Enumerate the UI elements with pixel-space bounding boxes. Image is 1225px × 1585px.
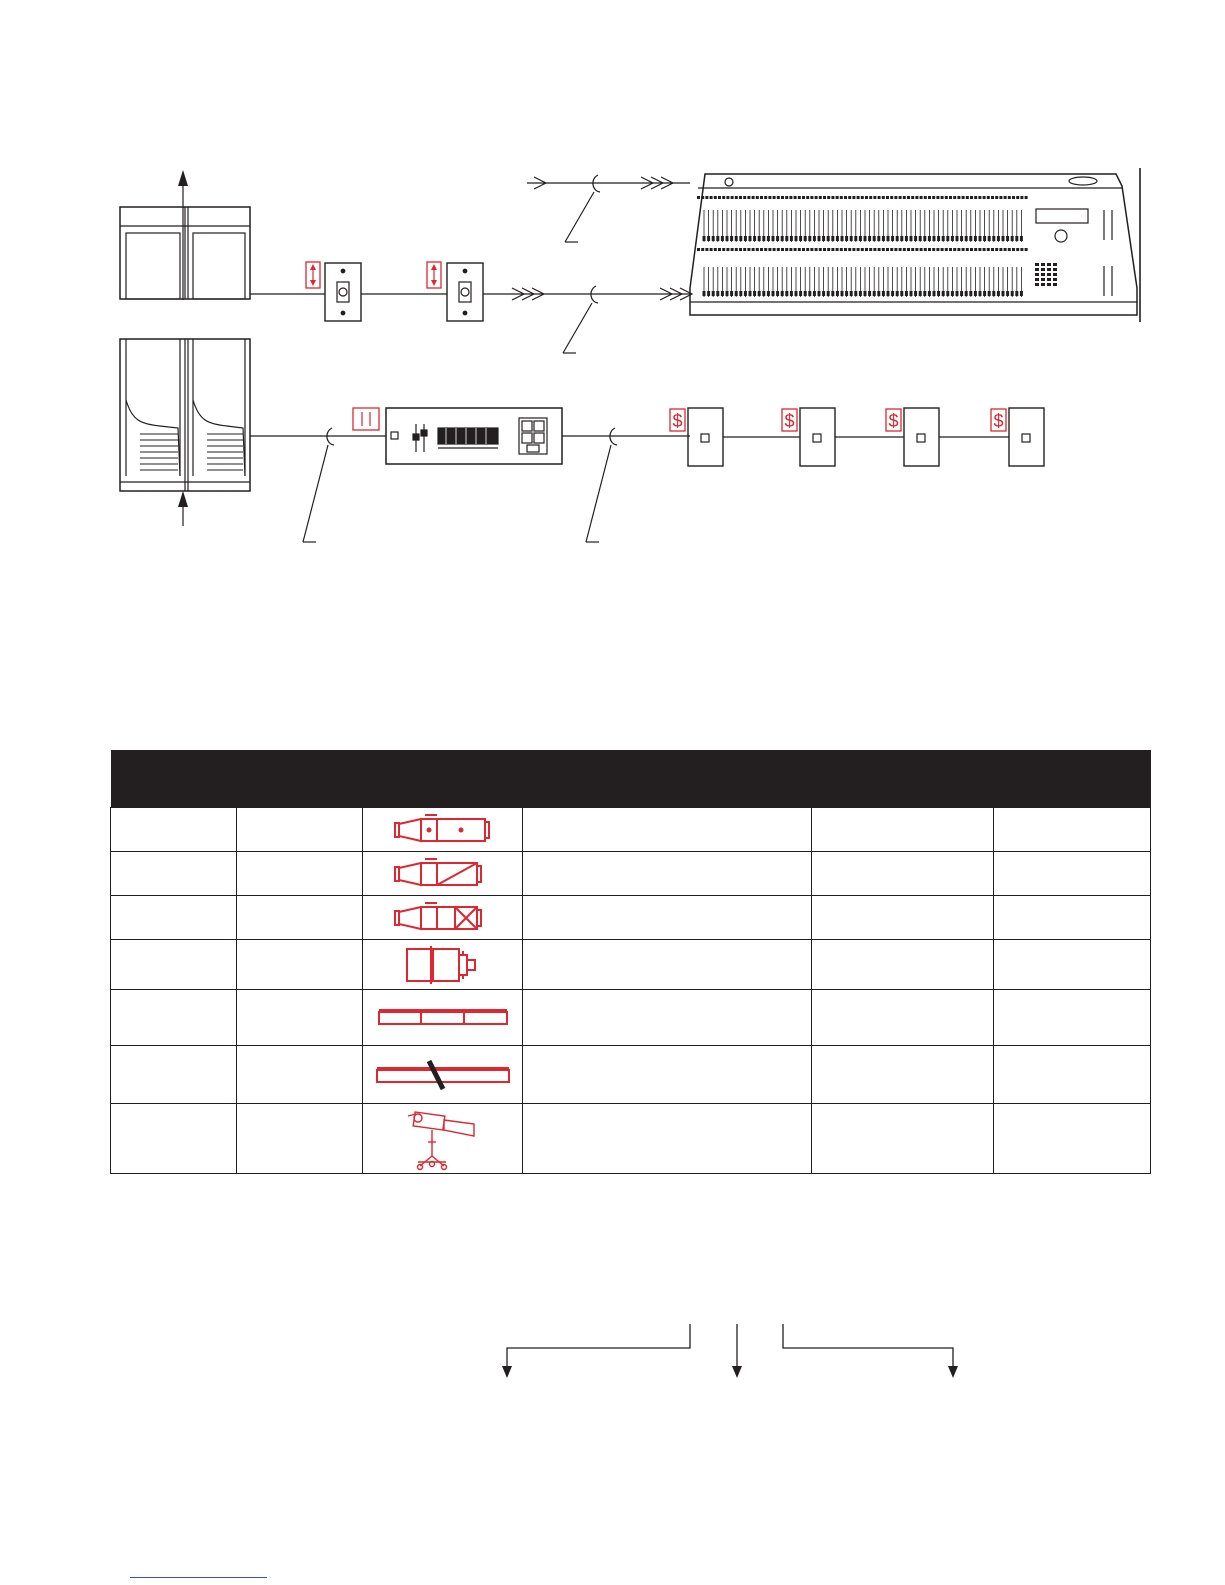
lamp-cell [812, 808, 994, 852]
ellipsoidal-tilted-icon [393, 856, 493, 892]
symbol-cell [363, 1104, 523, 1174]
notes-cell [994, 1046, 1151, 1104]
symbol-cell [363, 852, 523, 896]
table-row [111, 1046, 1151, 1104]
type-cell [111, 852, 237, 896]
type-cell [111, 808, 237, 852]
footer-link[interactable] [130, 1577, 267, 1578]
table-header-row [111, 750, 1151, 808]
notes-cell [994, 1104, 1151, 1174]
count-cell [237, 852, 363, 896]
ellipsoidal-cross-icon [393, 900, 493, 936]
notes-cell [994, 808, 1151, 852]
count-cell [237, 896, 363, 940]
count-cell [237, 808, 363, 852]
symbol-cell [363, 990, 523, 1046]
notes-cell [994, 940, 1151, 990]
description-cell [523, 940, 812, 990]
count-cell [237, 1104, 363, 1174]
description-cell [523, 990, 812, 1046]
description-cell [523, 852, 812, 896]
table-row [111, 1104, 1151, 1174]
symbol-cell [363, 896, 523, 940]
column-header [237, 750, 363, 808]
notes-cell [994, 852, 1151, 896]
svg-text:$: $ [672, 411, 683, 431]
column-header [111, 750, 237, 808]
column-header [363, 750, 523, 808]
cyc-light-icon [373, 1058, 513, 1092]
type-cell [111, 940, 237, 990]
center-branch-arrow [732, 1324, 742, 1378]
svg-text:$: $ [888, 411, 899, 431]
ellipsoidal-pipe-icon [393, 812, 493, 848]
type-cell [111, 1046, 237, 1104]
fixture-schedule-table [110, 750, 1151, 1174]
console-faders [697, 196, 1112, 297]
count-cell [237, 940, 363, 990]
striplight-icon [376, 1004, 510, 1032]
description-cell [523, 896, 812, 940]
type-cell [111, 1104, 237, 1174]
column-header [994, 750, 1151, 808]
description-cell [523, 1104, 812, 1174]
table-row [111, 990, 1151, 1046]
dimmer-cabinet [120, 170, 250, 526]
svg-text:$: $ [784, 411, 795, 431]
symbol-cell [363, 940, 523, 990]
column-header [523, 750, 812, 808]
riser-diagram [0, 0, 1225, 600]
svg-text:$: $ [993, 411, 1004, 431]
count-cell [237, 1046, 363, 1104]
right-branch-arrow [783, 1324, 958, 1378]
receptacle-plate-1 [306, 262, 361, 321]
cable-callout-4 [586, 428, 617, 542]
type-cell [111, 896, 237, 940]
description-cell [523, 808, 812, 852]
lamp-cell [812, 852, 994, 896]
notes-cell [994, 896, 1151, 940]
control-console [690, 168, 1140, 322]
cable-callout-2 [563, 286, 598, 353]
lamp-cell [812, 990, 994, 1046]
lamp-cell [812, 1104, 994, 1174]
symbol-cell [363, 1046, 523, 1104]
lamp-cell [812, 940, 994, 990]
symbol-cell [363, 808, 523, 852]
count-cell [237, 990, 363, 1046]
lamp-cell [812, 896, 994, 940]
type-cell [111, 990, 237, 1046]
receptacle-plate-2 [427, 262, 483, 321]
switch-station-1 [670, 408, 723, 466]
fresnel-icon [393, 943, 493, 987]
lamp-cell [812, 1046, 994, 1104]
table-row [111, 852, 1151, 896]
table-row [111, 808, 1151, 852]
description-cell [523, 1046, 812, 1104]
branch-arrows-diagram [0, 1320, 1225, 1400]
cable-callout-3 [303, 428, 334, 542]
table-row [111, 896, 1151, 940]
followspot-icon [398, 1106, 488, 1172]
left-branch-arrow [502, 1324, 690, 1378]
table-row [111, 940, 1151, 990]
notes-cell [994, 990, 1151, 1046]
cable-callout-1 [565, 175, 600, 242]
column-header [812, 750, 994, 808]
